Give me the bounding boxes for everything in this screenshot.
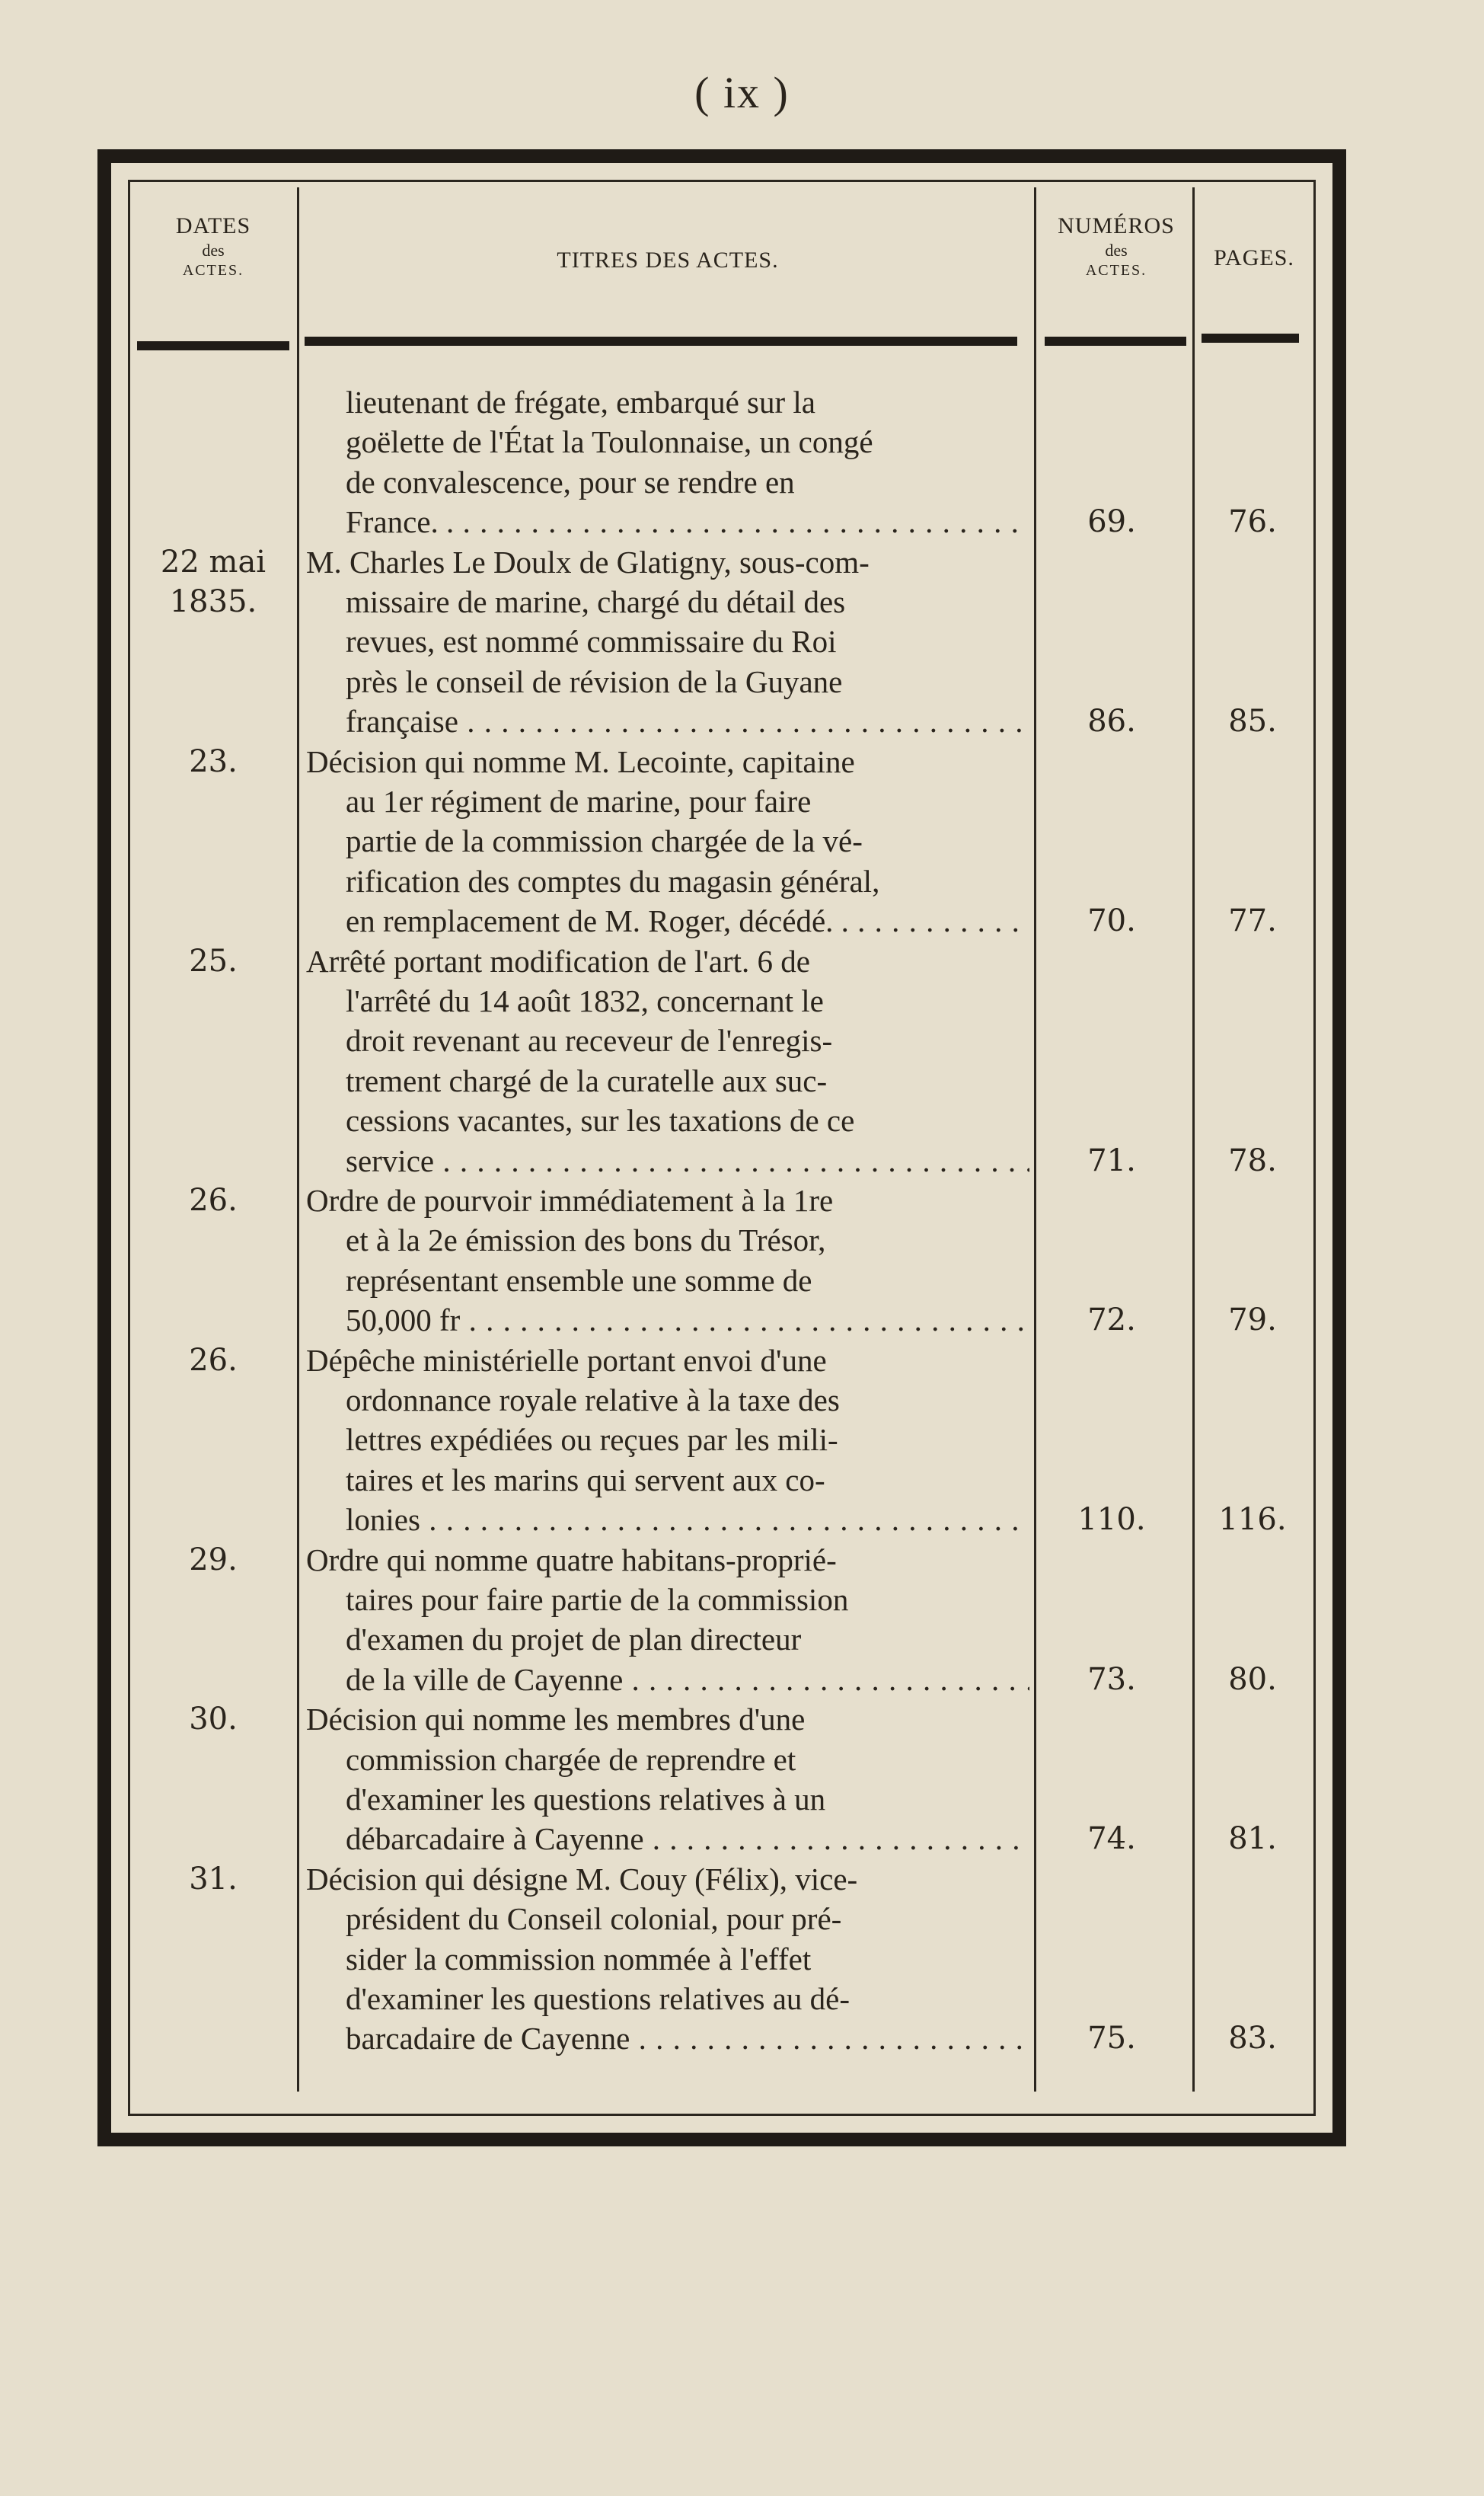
entry-title-line: président du Conseil colonial, pour pré- — [346, 1901, 842, 1937]
entry-date-line: 26. — [189, 1183, 238, 1218]
entry-title-line: taires et les marins qui servent aux co- — [346, 1462, 825, 1497]
entry-date-line: 30. — [189, 1702, 238, 1737]
entry-title-line: M. Charles Le Doulx de Glatigny, sous-com- — [306, 544, 870, 580]
entry-page: 81. — [1228, 1821, 1277, 1857]
entry-number: 73. — [1087, 1661, 1136, 1697]
entry-number: 86. — [1087, 704, 1136, 740]
header-rule — [305, 337, 1017, 346]
header-numbers-line3: ACTES. — [1085, 262, 1147, 279]
page-number: ( ix ) — [694, 68, 790, 117]
entry-number: 74. — [1087, 1821, 1136, 1857]
entry-page: 83. — [1228, 2021, 1277, 2057]
entry-title — [306, 1859, 1029, 2059]
entry-title-line: Arrêté portant modification de l'art. 6 de — [306, 943, 811, 979]
entry-title-line: Ordre de pourvoir immédiatement à la 1re — [306, 1183, 834, 1218]
entry-title-line: lieutenant de frégate, embarqué sur la — [346, 385, 815, 420]
entry-title-line: d'examiner les questions relatives à un — [346, 1782, 826, 1817]
header-rule — [137, 341, 289, 350]
header-numbers-line2: des — [1105, 241, 1128, 260]
entry-date-line: 31. — [189, 1861, 238, 1897]
entry-title-line: partie de la commission chargée de la vé- — [346, 823, 863, 859]
entry-title-line: et à la 2e émission des bons du Trésor, — [346, 1222, 826, 1258]
header-dates — [137, 213, 289, 280]
entry-title-line: Décision qui nomme les membres d'une — [306, 1702, 806, 1737]
entry-title-line: barcadaire de Cayenne . . . — [306, 2018, 1029, 2058]
header-numbers — [1040, 213, 1192, 280]
header-rule — [1045, 337, 1186, 346]
header-rule — [1202, 334, 1299, 343]
entry-title — [306, 1341, 1029, 1540]
entry-title-line: goëlette de l'État la Toulonnaise, un congé — [346, 424, 873, 460]
entry-title-line: commission chargée de reprendre et — [346, 1741, 796, 1777]
entry-title-line: rification des comptes du magasin général, — [346, 863, 880, 899]
entry-date — [137, 1181, 289, 1220]
entry-title-line: près le conseil de révision de la Guyane — [346, 663, 843, 699]
entry-date-line: 25. — [189, 943, 238, 979]
entry-title — [306, 742, 1029, 941]
entry-page: 80. — [1228, 1661, 1277, 1697]
entry-title-line: au 1er régiment de marine, pour faire — [346, 784, 812, 819]
entry-title-line: ordonnance royale relative à la taxe des — [346, 1382, 840, 1417]
entry-title — [306, 1540, 1029, 1700]
entry-title — [306, 941, 1029, 1181]
entry-title-line: Décision qui désigne M. Couy (Félix), vice- — [306, 1861, 858, 1897]
entry-title-line: taires pour faire partie de la commission — [346, 1582, 849, 1617]
entry-date — [137, 542, 289, 622]
entry-page: 76. — [1228, 504, 1277, 540]
entry-title-line: sider la commission nommée à l'effet — [346, 1941, 812, 1977]
entry-title-line: droit revenant au receveur de l'enregis- — [346, 1023, 833, 1059]
entry-number: 71. — [1087, 1143, 1136, 1178]
entry-title-line: l'arrêté du 14 août 1832, concernant le — [346, 983, 824, 1018]
entry-title-line: lonies . . . — [306, 1500, 1029, 1539]
entry-title — [306, 382, 1029, 542]
entry-date — [137, 1540, 289, 1580]
entry-number: 110. — [1077, 1502, 1146, 1538]
entry-title-line: 50,000 fr . . . — [306, 1300, 1029, 1340]
entry-date — [137, 941, 289, 981]
entry-title-line: de convalescence, pour se rendre en — [346, 464, 795, 500]
entry-title-line: d'examiner les questions relatives au dé- — [346, 1981, 851, 2017]
entry-page: 78. — [1228, 1143, 1277, 1178]
header-titles-label: TITRES DES ACTES. — [557, 248, 779, 273]
entry-number: 72. — [1087, 1302, 1136, 1338]
entry-title-line: Décision qui nomme M. Lecointe, capitaine — [306, 743, 855, 779]
entry-page: 85. — [1228, 704, 1277, 740]
entry-date-line: 22 mai — [160, 544, 266, 580]
entry-title-line: France. . . . . — [306, 502, 1029, 542]
header-titles — [306, 248, 1029, 273]
entry-title-line: trement chargé de la curatelle aux suc- — [346, 1063, 828, 1098]
entry-title-line: d'examen du projet de plan directeur — [346, 1622, 802, 1657]
entry-title-line: en remplacement de M. Roger, décédé. . . . . — [306, 901, 1029, 941]
entry-date — [137, 1341, 289, 1380]
entry-title-line: lettres expédiées ou reçues par les mili- — [346, 1422, 838, 1458]
entry-number: 70. — [1087, 903, 1136, 939]
entry-date-line: 26. — [189, 1342, 238, 1378]
entry-title — [306, 1181, 1029, 1341]
column-divider — [1192, 187, 1195, 2092]
entry-date-line: 1835. — [169, 583, 257, 619]
entry-title-line: revues, est nommé commissaire du Roi — [346, 624, 837, 660]
entry-title-line: débarcadaire à Cayenne . . . — [306, 1819, 1029, 1858]
entry-title-line: de la ville de Cayenne . . . — [306, 1660, 1029, 1699]
entry-date-line: 23. — [189, 743, 238, 779]
entry-page: 116. — [1218, 1502, 1287, 1538]
header-numbers-line1: NUMÉROS — [1058, 213, 1175, 238]
entry-title-line: française . . . — [306, 702, 1029, 741]
entry-title-line: cessions vacantes, sur les taxations de ce — [346, 1103, 855, 1139]
header-dates-line3: ACTES. — [182, 262, 244, 279]
entry-title-line: service . . . — [306, 1141, 1029, 1181]
header-dates-line2: des — [202, 241, 225, 260]
entry-date-line: 29. — [189, 1542, 238, 1577]
entry-title-line: Ordre qui nomme quatre habitans-proprié- — [306, 1542, 837, 1577]
entry-title-line: Dépêche ministérielle portant envoi d'une — [306, 1342, 827, 1378]
entry-date — [137, 1859, 289, 1899]
entry-date — [137, 742, 289, 781]
entry-number: 69. — [1087, 504, 1136, 540]
entry-title-line: missaire de marine, chargé du détail des — [346, 584, 846, 619]
entry-page: 79. — [1228, 1302, 1277, 1338]
header-pages — [1197, 245, 1311, 271]
entry-title — [306, 542, 1029, 742]
column-divider — [297, 187, 299, 2092]
column-divider — [1034, 187, 1036, 2092]
header-dates-line1: DATES — [175, 213, 251, 238]
entry-title — [306, 1699, 1029, 1859]
entry-page: 77. — [1228, 903, 1277, 939]
entry-date — [137, 1699, 289, 1739]
entry-title-line: représentant ensemble une somme de — [346, 1262, 812, 1298]
header-pages-label: PAGES. — [1214, 245, 1294, 270]
entry-number: 75. — [1087, 2021, 1136, 2057]
